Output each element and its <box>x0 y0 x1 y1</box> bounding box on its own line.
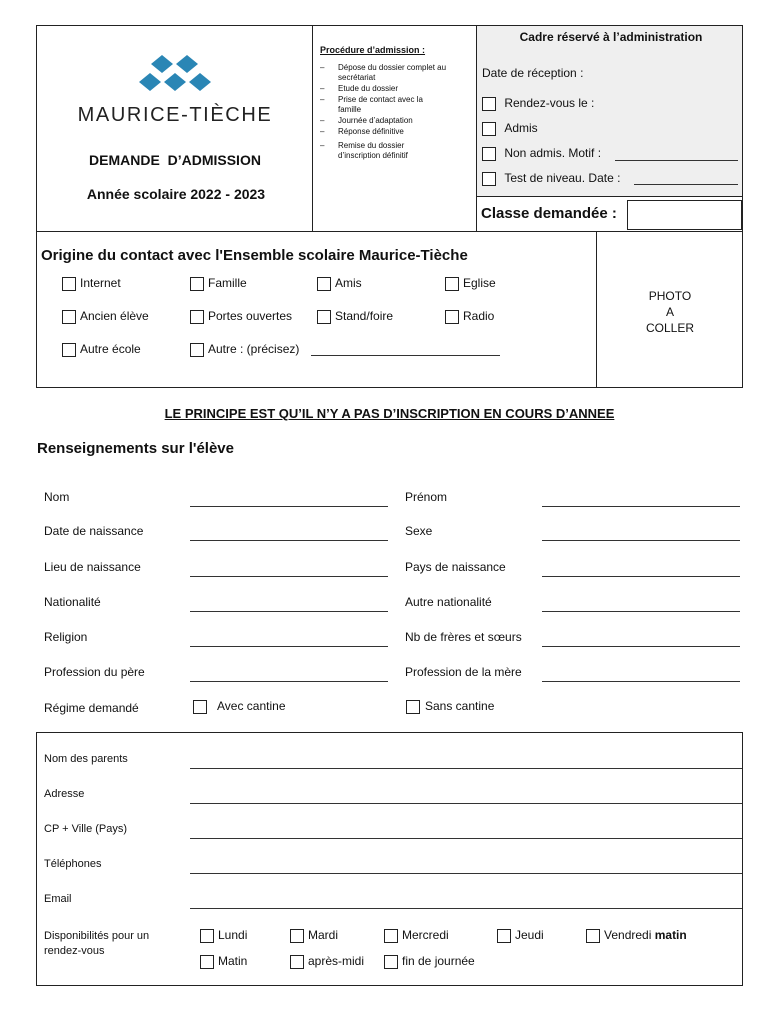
regime-label: Régime demandé <box>44 701 139 715</box>
student-field-line[interactable] <box>190 611 388 612</box>
rdv-checkbox[interactable] <box>482 97 496 111</box>
origin-option: Internet <box>62 276 121 291</box>
origin-option: Stand/foire <box>317 309 393 324</box>
student-field-line[interactable] <box>542 576 740 577</box>
parent-field-line[interactable] <box>190 908 742 909</box>
time-option: Matin <box>200 954 247 969</box>
logo-text: MAURICE-TIÈCHE <box>77 104 273 126</box>
student-field-label: Profession du père <box>44 665 145 679</box>
photo-placeholder: PHOTO A COLLER <box>645 289 695 335</box>
day-option: Vendredi matin <box>586 928 687 943</box>
student-field-line[interactable] <box>542 540 740 541</box>
student-field-line[interactable] <box>190 540 388 541</box>
parent-field-label: CP + Ville (Pays) <box>44 823 128 835</box>
student-field-line[interactable] <box>190 506 388 507</box>
procedure-step: – Journée d’adaptation <box>320 116 413 125</box>
time-option: fin de journée <box>384 954 475 969</box>
day-option: Mardi <box>290 928 338 943</box>
student-field-line[interactable] <box>542 506 740 507</box>
regime-option: Sans cantine <box>406 699 494 714</box>
stand-foire-checkbox[interactable] <box>317 310 331 324</box>
student-section-title: Renseignements sur l'élève <box>37 440 234 457</box>
origin-option: Autre : (précisez) <box>190 342 299 357</box>
class-label: Classe demandée : <box>481 205 617 222</box>
avec-cantine-checkbox[interactable] <box>193 700 207 714</box>
admis-checkbox[interactable] <box>482 122 496 136</box>
student-field-label: Date de naissance <box>44 524 144 538</box>
parent-field-label: Nom des parents <box>44 753 128 765</box>
student-field-label: Profession de la mère <box>405 665 522 679</box>
autre-precisez-line[interactable] <box>311 355 500 356</box>
origin-title: Origine du contact avec l'Ensemble scolaire Maurice-Tièche <box>41 247 468 264</box>
procedure-step-list <box>320 63 472 161</box>
student-field-line[interactable] <box>542 611 740 612</box>
radio-checkbox[interactable] <box>445 310 459 324</box>
origin-option: Amis <box>317 276 362 291</box>
non-admis-checkbox[interactable] <box>482 147 496 161</box>
form-title: DEMANDE D’ADMISSION <box>89 152 261 168</box>
autre-ecole-checkbox[interactable] <box>62 343 76 357</box>
admin-option-rdv: Rendez-vous le : <box>482 96 594 111</box>
student-field-label: Nationalité <box>44 595 101 609</box>
matin-checkbox[interactable] <box>200 955 214 969</box>
student-field-label: Lieu de naissance <box>44 560 141 574</box>
parent-field-line[interactable] <box>190 803 742 804</box>
test-date-line[interactable] <box>634 184 738 185</box>
header-divider-1 <box>312 25 313 232</box>
eglise-checkbox[interactable] <box>445 277 459 291</box>
student-field-label: Nb de frères et sœurs <box>405 630 522 644</box>
autre-checkbox[interactable] <box>190 343 204 357</box>
admin-panel-rule <box>477 196 742 197</box>
student-field-label: Autre nationalité <box>405 595 492 609</box>
parent-field-label: Adresse <box>44 788 85 800</box>
vendredi-checkbox[interactable] <box>586 929 600 943</box>
parent-field-line[interactable] <box>190 768 742 769</box>
school-logo-icon <box>132 55 218 91</box>
origin-option: Eglise <box>445 276 496 291</box>
procedure-title: Procédure d’admission : <box>320 45 426 55</box>
motif-line[interactable] <box>615 160 738 161</box>
origin-option: Portes ouvertes <box>190 309 292 324</box>
student-field-label: Pays de naissance <box>405 560 506 574</box>
student-field-label: Prénom <box>405 490 448 504</box>
amis-checkbox[interactable] <box>317 277 331 291</box>
origin-option: Famille <box>190 276 247 291</box>
school-year: Année scolaire 2022 - 2023 <box>86 186 266 202</box>
ancien-eleve-checkbox[interactable] <box>62 310 76 324</box>
student-field-line[interactable] <box>542 646 740 647</box>
procedure-step: – Réponse définitive <box>320 127 404 136</box>
admin-option-non-admis: Non admis. Motif : <box>482 146 601 161</box>
parent-field-label: Téléphones <box>44 858 102 870</box>
student-field-line[interactable] <box>190 681 388 682</box>
origin-option: Ancien élève <box>62 309 149 324</box>
portes-ouvertes-checkbox[interactable] <box>190 310 204 324</box>
test-checkbox[interactable] <box>482 172 496 186</box>
fin-de-journee-checkbox[interactable] <box>384 955 398 969</box>
day-option: Mercredi <box>384 928 449 943</box>
student-field-line[interactable] <box>542 681 740 682</box>
class-input[interactable] <box>627 200 742 230</box>
student-field-line[interactable] <box>190 646 388 647</box>
student-field-label: Sexe <box>405 524 433 538</box>
student-field-line[interactable] <box>190 576 388 577</box>
sans-cantine-checkbox[interactable] <box>406 700 420 714</box>
day-option: Jeudi <box>497 928 544 943</box>
student-field-label: Religion <box>44 630 88 644</box>
origin-option: Radio <box>445 309 494 324</box>
principle-notice: LE PRINCIPE EST QU’IL N’Y A PAS D’INSCRIPTION EN COURS D’ANNEE <box>164 406 615 421</box>
procedure-step: – Prise de contact avec la famille <box>320 95 423 114</box>
availability-label: Disponibilités pour un rendez-vous <box>44 930 150 957</box>
procedure-step: – Etude du dossier <box>320 84 399 93</box>
day-option: Lundi <box>200 928 247 943</box>
mardi-checkbox[interactable] <box>290 929 304 943</box>
admin-title: Cadre réservé à l’administration <box>519 30 703 44</box>
internet-checkbox[interactable] <box>62 277 76 291</box>
parent-field-line[interactable] <box>190 873 742 874</box>
procedure-step: – Remise du dossier d’inscription définitif <box>320 141 408 160</box>
lundi-checkbox[interactable] <box>200 929 214 943</box>
jeudi-checkbox[interactable] <box>497 929 511 943</box>
famille-checkbox[interactable] <box>190 277 204 291</box>
parent-field-line[interactable] <box>190 838 742 839</box>
parent-field-label: Email <box>44 893 72 905</box>
reception-date-label: Date de réception : <box>482 66 584 80</box>
procedure-step: – Dépose du dossier complet au secrétariat <box>320 63 447 82</box>
time-option: après-midi <box>290 954 364 969</box>
mercredi-checkbox[interactable] <box>384 929 398 943</box>
apres-midi-checkbox[interactable] <box>290 955 304 969</box>
admin-option-admis: Admis <box>482 121 538 136</box>
student-field-label: Nom <box>44 490 70 504</box>
origin-option: Autre école <box>62 342 141 357</box>
admin-option-test: Test de niveau. Date : <box>482 171 620 186</box>
regime-option: Avec cantine <box>193 699 286 714</box>
